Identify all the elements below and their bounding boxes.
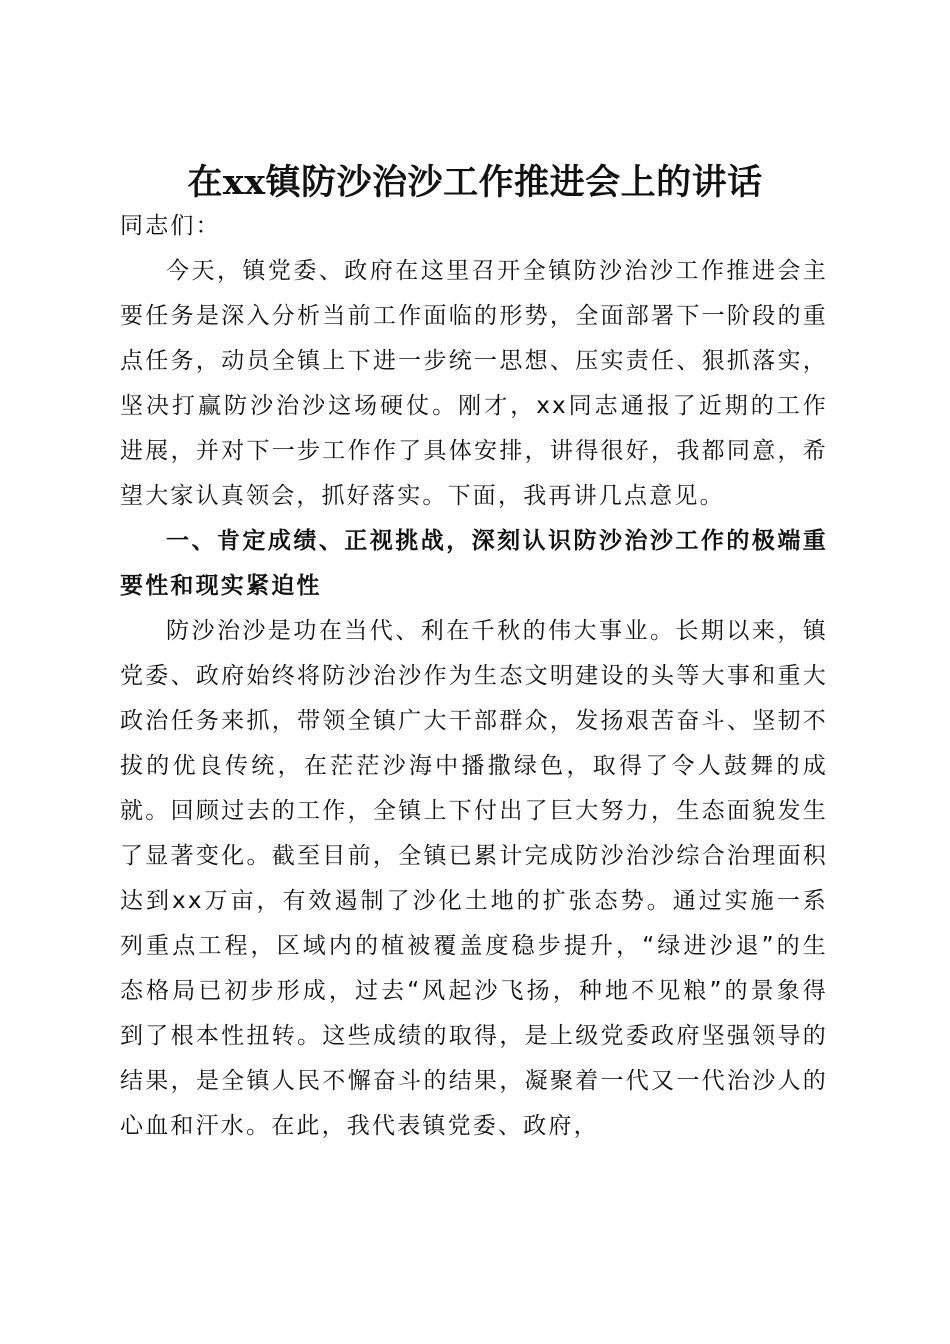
document-body: [120, 204, 828, 1149]
section-heading-1: 一、肯定成绩、正视挑战，深刻认识防沙治沙工作的极端重要性和现实紧迫性: [120, 528, 828, 599]
section-1-paragraph: 防沙治沙是功在当代、利在千秋的伟大事业。长期以来，镇党委、政府始终将防沙治沙作为生态文明建设的头等大事和重大政治任务来抓，带领全镇广大干部群众，发扬艰苦奋斗、坚韧不拔的优良传统，在茫茫沙海中播撒绿色，取得了令人鼓舞的成就。回顾过去的工作，全镇上下付出了巨大努力，生态面貌发生了显著变化。截至目前，全镇已累计完成防沙治沙综合治理面积达到xx万亩，有效遏制了沙化土地的扩张态势。通过实施一系列重点工程，区域内的植被覆盖度稳步提升，“绿进沙退”的生态格局已初步形成，过去“风起沙飞扬，种地不见粮”的景象得到了根本性扭转。这些成绩的取得，是上级党委政府坚强领导的结果，是全镇人民不懈奋斗的结果，凝聚着一代又一代治沙人的心血和汗水。在此，我代表镇党委、政府，: [120, 618, 828, 1139]
salutation: 同志们：: [120, 213, 221, 239]
opening-paragraph: 今天，镇党委、政府在这里召开全镇防沙治沙工作推进会主要任务是深入分析当前工作面临的形势，全面部署下一阶段的重点任务，动员全镇上下进一步统一思想、压实责任、狠抓落实，坚决打赢防沙治沙这场硬仗。刚才，xx同志通报了近期的工作进展，并对下一步工作作了具体安排，讲得很好，我都同意，希望大家认真领会，抓好落实。下面，我再讲几点意见。: [120, 258, 828, 509]
document-title: 在xx镇防沙治沙工作推进会上的讲话: [187, 162, 763, 204]
